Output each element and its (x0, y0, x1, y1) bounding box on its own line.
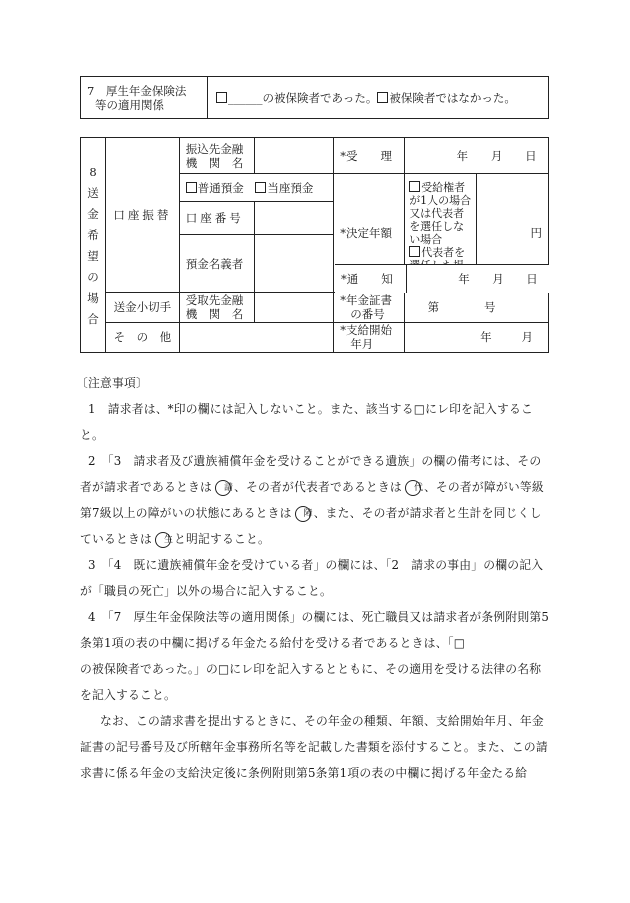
pension-cert-number (405, 292, 549, 322)
cert-dai-label: 第 (427, 300, 440, 315)
notice-row (335, 264, 549, 293)
regular-deposit-checkbox[interactable] (186, 182, 197, 193)
insured-checkbox[interactable] (216, 92, 227, 103)
account-type-cell[interactable] (179, 174, 334, 202)
section8-table (80, 137, 549, 353)
vlabel-char: 望 (87, 248, 99, 263)
sho-stamp-icon: 障 (295, 506, 311, 522)
representative-checkbox[interactable] (409, 246, 420, 257)
yen-unit: 円 (477, 174, 549, 293)
bank-name-label-line2: 機 関 名 (185, 155, 244, 170)
bank-transfer-label: 口座振替 (105, 138, 179, 293)
year-label: 年 (456, 148, 469, 163)
recipient-bank-label-line1: 受取先金融 (185, 293, 244, 308)
recipient-bank-label (179, 292, 254, 322)
notice-date (406, 265, 549, 293)
seikyu-stamp-icon: 請 (215, 480, 231, 496)
vlabel-char: 希 (87, 227, 99, 242)
recipient-bank-field[interactable] (254, 292, 334, 322)
notes-heading: 〔注意事項〕 (76, 376, 148, 390)
section7-label-line1: 7 厚生年金保険法 (87, 83, 187, 98)
regular-deposit-label: 普通預金 (197, 180, 244, 195)
vlabel-char: の (87, 269, 99, 284)
year-label: 年 (480, 330, 492, 345)
dai-stamp-icon: 代 (405, 480, 421, 496)
year-label: 年 (458, 272, 470, 286)
notice-label: *通 知 (341, 272, 393, 286)
account-number-field[interactable] (254, 202, 334, 235)
note-2 (80, 448, 550, 552)
note-1: 1 請求者は、*印の欄には記入しないこと。また、該当する□にレ印を記入すること。 (80, 402, 534, 442)
section7-content-cell[interactable] (208, 77, 549, 119)
bank-name-field[interactable] (254, 138, 334, 174)
remittance-check-label: 送金小切手 (105, 292, 179, 322)
not-insured-text: 被保険者ではなかった。 (389, 90, 516, 105)
notes-section (76, 370, 550, 786)
other-field[interactable] (179, 322, 334, 352)
month-label: 月 (490, 148, 503, 163)
decided-amount-label: *決定年額 (334, 174, 405, 293)
section7-label-cell (81, 77, 208, 119)
insurance-law-blank[interactable]: ______ (228, 90, 263, 105)
note-5: なお、この請求書を提出するときに、その年金の種類、年額、支給開始年月、年金証書の記号番号及び所轄年金事務所名等を記載した書類を添付すること。また、この請求書に係る年金の支給決定後に条例附則第5条第1項の表の中欄に掲げる年金たる給 (80, 714, 548, 780)
sei-stamp-icon: 生 (155, 532, 171, 548)
current-deposit-checkbox[interactable] (255, 182, 266, 193)
vlabel-char: 場 (87, 290, 99, 305)
day-label: 日 (525, 148, 537, 163)
note-2-d: 、また、その者が請求者と生計を同じくしているときは (80, 506, 542, 546)
note-4a: 4 「7 厚生年金保険法等の適用関係」の欄には、死亡職員又は請求者が条例附則第5条第1項の表の中欄に掲げる年金たる給付を受ける者であるときは、「□ (80, 610, 550, 650)
current-deposit-label: 当座預金 (267, 180, 314, 195)
account-number-label: 口座番号 (179, 202, 254, 235)
month-label: 月 (492, 272, 504, 286)
vlabel-char: 送 (87, 185, 99, 200)
section7-table (80, 76, 549, 119)
note-3: 3 「4 既に遺族補償年金を受けている者」の欄には、「2 請求の事由」の欄の記入が「職員の死亡」以外の場合に記入すること。 (80, 558, 544, 598)
vlabel-char: 金 (87, 206, 99, 221)
day-label: 日 (526, 272, 538, 286)
single-claimant-option[interactable] (409, 181, 472, 246)
insured-text: の被保険者であった。 (262, 90, 378, 105)
bank-name-label-line1: 振込先金融 (185, 141, 244, 156)
single-claimant-text: 受給権者が1人の場合又は代表者を選任しない場合 (409, 180, 472, 246)
section8-vertical-label (81, 138, 106, 353)
vlabel-char: 8 (89, 164, 97, 179)
bank-name-label (179, 138, 254, 174)
payment-start-label (334, 322, 405, 352)
payment-start-label-line1: *支給開始 (340, 323, 393, 338)
payment-start-label-line2: 年月 (350, 337, 374, 352)
recipient-bank-label-line2: 機 関 名 (185, 307, 244, 322)
vertical-label-chars (81, 165, 105, 326)
payment-start-date (405, 322, 549, 352)
month-label: 月 (521, 330, 534, 345)
section7-label-line2: 等の適用関係 (95, 97, 164, 112)
received-date (405, 138, 549, 174)
note-2-c: 、その者が障がい等級第7級以上の障がいの状態にあるときは (80, 480, 544, 520)
cert-go-label: 号 (484, 300, 496, 315)
pension-cert-label-line1: *年金証書 (340, 293, 393, 308)
other-label: そ の 他 (105, 322, 179, 352)
note-2-b: 、その者が代表者であるときは (233, 480, 402, 494)
received-label: *受 理 (334, 138, 405, 174)
note-2-a: 2 「3 請求者及び遺族補償年金を受けることができる遺族」の欄の備考には、その者が請求者であるときは (80, 454, 542, 494)
note-4b: の被保険者であった。」の□にレ印を記入するとともに、その適用を受ける法律の名称を記入すること。 (80, 662, 542, 702)
pension-cert-label-line2: の番号 (350, 307, 385, 322)
pension-cert-label (334, 292, 405, 322)
vlabel-char: 合 (87, 311, 99, 326)
note-2-e: と明記すること。 (173, 532, 270, 546)
representative-text: 代表者を (421, 245, 466, 259)
account-holder-field[interactable] (254, 235, 334, 292)
not-insured-checkbox[interactable] (377, 92, 388, 103)
single-claimant-checkbox[interactable] (409, 181, 420, 192)
account-holder-label: 預金名義者 (179, 235, 254, 292)
